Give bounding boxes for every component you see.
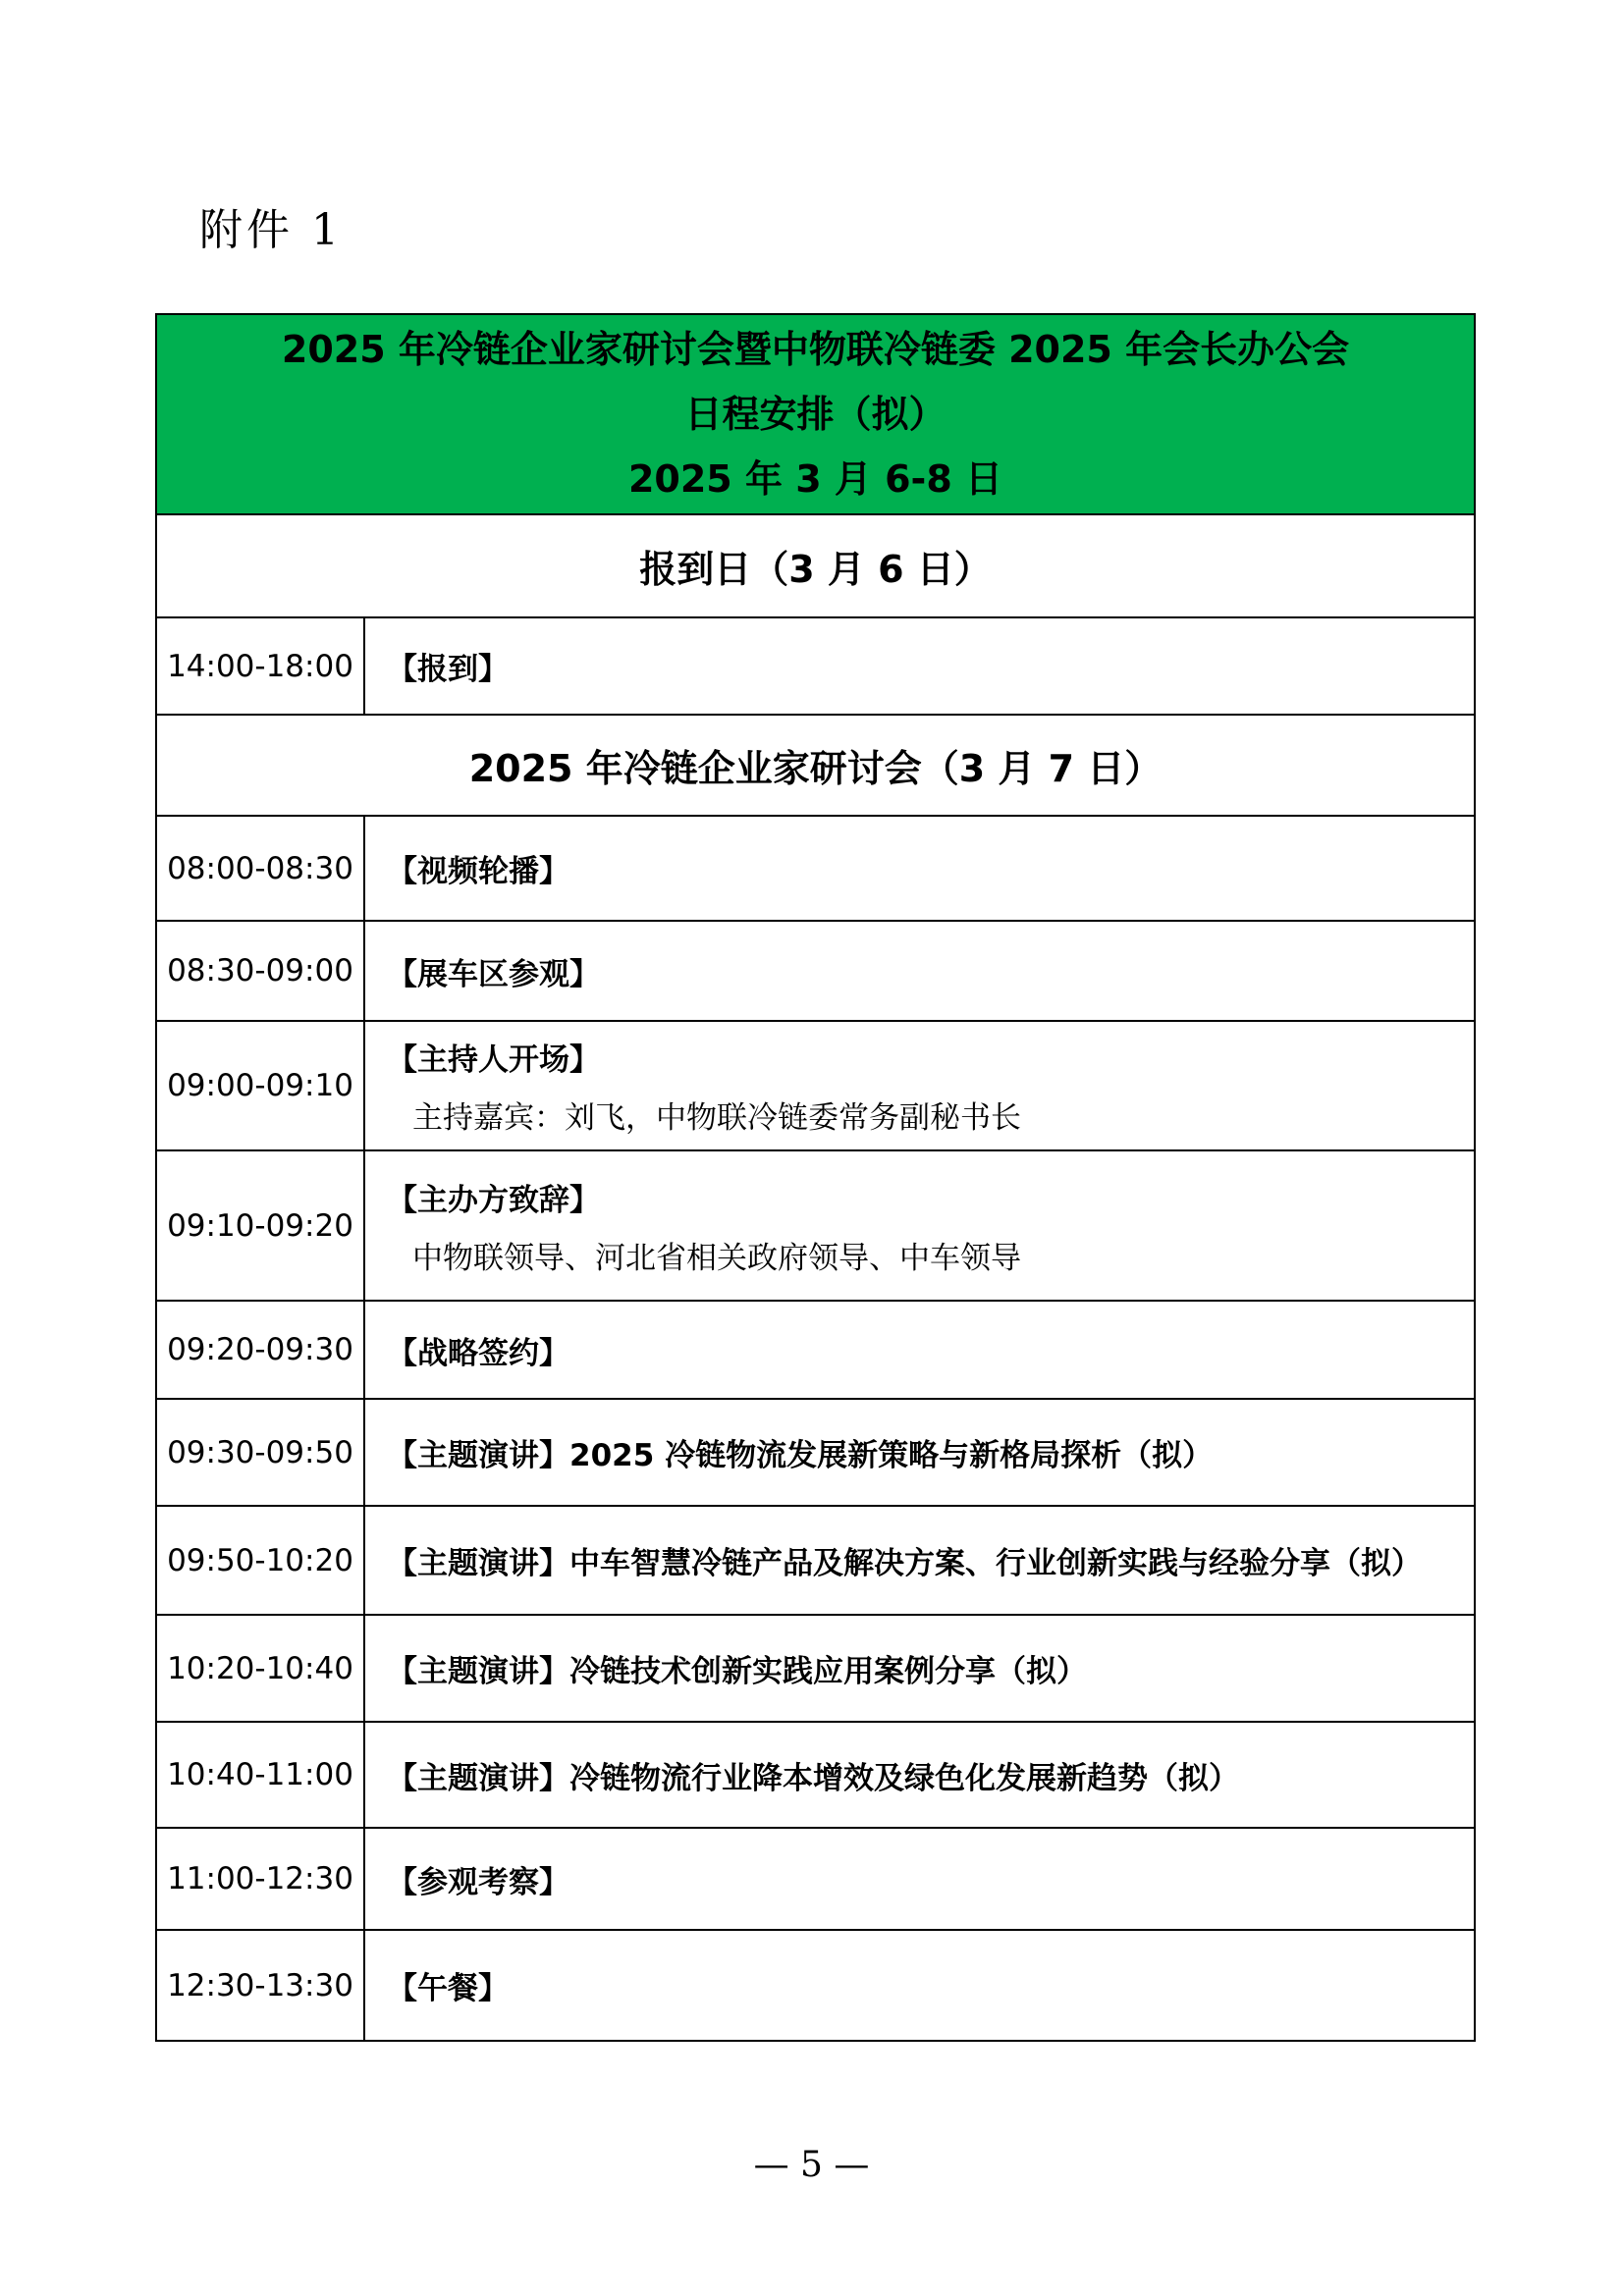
row-title: 【报到】 — [387, 652, 509, 687]
row-content — [364, 921, 1475, 1021]
row-title: 【战略签约】 — [387, 1335, 569, 1371]
schedule-table — [155, 313, 1476, 2042]
row-content — [364, 1722, 1475, 1828]
row-time: 09:00-09:10 — [156, 1021, 364, 1150]
table-row — [156, 1615, 1475, 1722]
row-title: 【视频轮播】 — [387, 854, 569, 889]
row-title: 【主持人开场】 — [387, 1042, 600, 1078]
row-content — [364, 1150, 1475, 1301]
table-row — [156, 816, 1475, 921]
table-row — [156, 1930, 1475, 2041]
section-title: 报到日（3 月 6 日） — [156, 514, 1475, 617]
section-row — [156, 514, 1475, 617]
row-time: 11:00-12:30 — [156, 1828, 364, 1930]
table-row — [156, 1399, 1475, 1506]
table-row — [156, 1301, 1475, 1399]
row-time: 14:00-18:00 — [156, 617, 364, 715]
row-content — [364, 816, 1475, 921]
section-row — [156, 715, 1475, 816]
table-row — [156, 1828, 1475, 1930]
row-title: 【主题演讲】中车智慧冷链产品及解决方案、行业创新实践与经验分享（拟） — [387, 1546, 1422, 1581]
row-time: 08:30-09:00 — [156, 921, 364, 1021]
row-time: 09:10-09:20 — [156, 1150, 364, 1301]
table-row — [156, 921, 1475, 1021]
row-subtitle: 主持嘉宾：刘飞，中物联冷链委常务副秘书长 — [412, 1100, 1021, 1136]
header-date: 2025 年 3 月 6-8 日 — [627, 457, 1002, 501]
table-row — [156, 1021, 1475, 1150]
row-content — [364, 1615, 1475, 1722]
row-content — [364, 1021, 1475, 1150]
attachment-label: 附件 1 — [199, 205, 343, 255]
row-title: 【主题演讲】冷链技术创新实践应用案例分享（拟） — [387, 1654, 1087, 1689]
row-content — [364, 1399, 1475, 1506]
row-time: 10:40-11:00 — [156, 1722, 364, 1828]
row-content — [364, 617, 1475, 715]
row-title: 【午餐】 — [387, 1971, 509, 2006]
table-row — [156, 1722, 1475, 1828]
row-time: 09:20-09:30 — [156, 1301, 364, 1399]
row-time: 09:30-09:50 — [156, 1399, 364, 1506]
row-content — [364, 1301, 1475, 1399]
page-number: — 5 — — [753, 2145, 870, 2185]
header-title-line2: 日程安排（拟） — [684, 393, 947, 436]
row-title: 【主办方致辞】 — [387, 1182, 600, 1218]
schedule-header-row — [156, 314, 1475, 514]
row-time: 12:30-13:30 — [156, 1930, 364, 2041]
row-title: 【参观考察】 — [387, 1864, 569, 1900]
table-row — [156, 1506, 1475, 1615]
section-title: 2025 年冷链企业家研讨会（3 月 7 日） — [156, 715, 1475, 816]
row-title: 【主题演讲】冷链物流行业降本增效及绿色化发展新趋势（拟） — [387, 1760, 1239, 1796]
row-time: 08:00-08:30 — [156, 816, 364, 921]
row-subtitle: 中物联领导、河北省相关政府领导、中车领导 — [412, 1240, 1021, 1276]
table-row — [156, 617, 1475, 715]
header-title-line1: 2025 年冷链企业家研讨会暨中物联冷链委 2025 年会长办公会 — [281, 328, 1350, 371]
row-content — [364, 1930, 1475, 2041]
row-title: 【主题演讲】2025 冷链物流发展新策略与新格局探析（拟） — [387, 1438, 1214, 1473]
row-title: 【展车区参观】 — [387, 956, 600, 992]
row-time: 09:50-10:20 — [156, 1506, 364, 1615]
table-row — [156, 1150, 1475, 1301]
schedule-header — [156, 314, 1475, 514]
row-content — [364, 1506, 1475, 1615]
row-time: 10:20-10:40 — [156, 1615, 364, 1722]
row-content — [364, 1828, 1475, 1930]
